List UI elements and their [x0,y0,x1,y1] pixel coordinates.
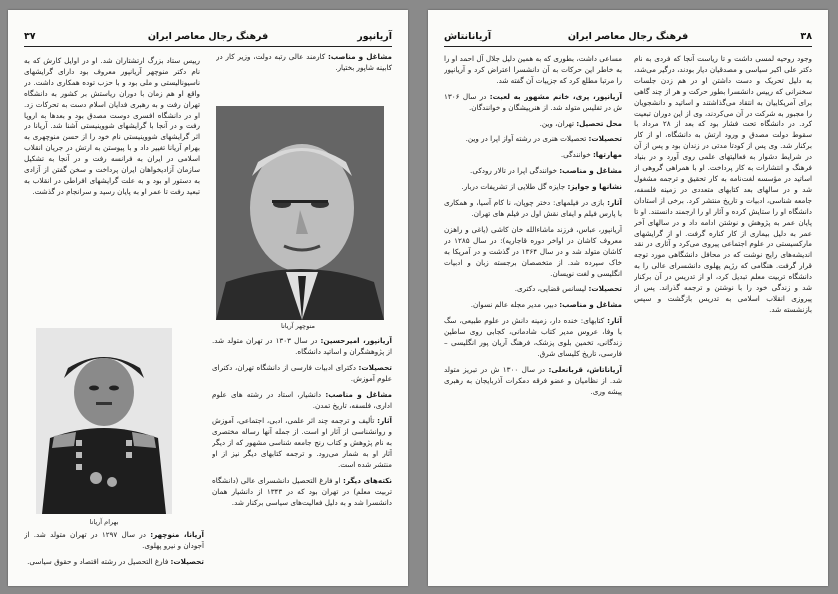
right-page [428,10,828,586]
entry-positions: مشاغل و مناصب: خوانندگی اپرا در تالار رودکی. [470,166,622,176]
running-head-title: فرهنگ رجال معاصر ایران [147,31,269,42]
left-page [8,10,408,586]
text-column-left-top [24,56,200,324]
entry-ariyanpour-pari: آریانپور، پری، خانم مشهور به لعبت: در سال ۱۳۰۶ ش در تفلیس متولد شد. از هنرپیشگان و خوانندگان. [444,91,622,112]
entry-ariyanpour-amirhossein: آریانپور، امیرحسین: در سال ۱۳۰۳ در تهران متولد شد. از پژوهشگران و اساتید دانشگاه. [212,336,392,356]
portrait-photo-2 [36,328,172,514]
text-column-left [444,54,622,576]
running-head-title: فرهنگ رجال معاصر ایران [567,31,689,42]
entry-education-abbas: تحصیلات: لیسانس قضایی، دکتری. [514,284,622,294]
portrait-photo-1 [216,106,384,320]
entry-ariyanpour-abbas: آریانپور، عباس، فرزند ماشاءالله خان کاشی (یاغی و راهزن معروف کاشان در اواخر دوره قاجاریه): در سال ۱۲۸۵ در کاشان متولد شد و در سال ۱۳۶۴ در گذشت و در آمریکا به خاک سپرده شد. از متخصصان برجسته زبان و ادبیات انگلیسی و لغت نویسان. [444,224,622,278]
photo-caption-1: منوچهر آریانا [281,322,315,330]
running-head-name: آریانانتاش [444,31,492,42]
entry-body-continuation: وجود روحیه لمسی داشت و تا ریاست آنجا که فردی به نام دکتر علی اکبر سیاسی و مصدقیان دیار بودند، درگیر می‌شد، به دلیل تحریک و دست داشتن او در هم زدن جلسات سخنرانی که رییس دانشسرا بطور حرکت و هر از چند گاهی برای آمریکاییان به انتقاد می‌گذاشتند و اساتید و دانشجویان را مجبور به شرکت در آن می‌کردند، وی از این دوران تبعیت کرد. در دانشگاه تحت فشار بود که بعد از ۲۸ مرداد با سقوط دولت مصدق و ورود ارتش به دانشگاه، او از کار برکنار شد. وی پس از کودتا مدتی در زندان بود و پس از آن در شرایط دشوار به فعالیتهای علمی روی آورد و در بنیاد فرهنگ و انتشارات به کار پرداخت. او با همراهی گروهی از اساتید در مؤسسه لغت‌نامه به کار تحقیق و ترجمه مشغول شد و در سالهای بعد کتابهای متعددی در زمینه فلسفه، جامعه شناسی، ادبیات و تاریخ منتشر کرد. برخی از استادان دانشگاه او را ستایش کرده و آثار او را ارجمند دانستند. او تا پایان عمر به پژوهش و نوشتن ادامه داد و در سالهای آخر عمر به دلیل بیماری از کار کناره گرفت. او از گرایشهای مارکسیستی در علوم اجتماعی پیروی می‌کرد و آثاری در نقد اندیشه‌های رایج نوشت که در محافل دانشگاهی مورد توجه قرار گرفت. هنگامی که رژیم پهلوی دانشسرای عالی را به دانشگاه تربیت معلم تبدیل کرد، او از تدریس در آن برکنار شد و زندگی خود را با نوشتن و ترجمه گذراند. پس از پیروزی انقلاب اسلامی به تدریس بازگشت و سپس بازنشسته شد. [634,54,812,314]
running-head-name: آریانپور [357,31,392,42]
entry-positions-abbas: مشاغل و مناصب: دبیر، مدیر مجله عالم نسوان. [470,300,622,310]
page-header [24,30,392,47]
entry-education: تحصیلات: تحصیلات هنری در رشته آواز اپرا در وین. [465,134,622,144]
text-column-right [634,54,812,576]
text-column-right-bottom [212,336,392,576]
entry-continuation-top: مساعی داشت، بطوری که به همین دلیل جلال آل احمد او را به خاطر این حرکات به آن دانشسرا اعتراض کرد و آریانپور را مرتبا مطلع کرد که جزییات آن گفته شد. [444,54,622,85]
entry-works: آثار: تألیف و ترجمه چند اثر علمی، ادبی، اجتماعی، آموزش و روانشناسی از آثار او است. از جمله آنها رساله مختصری به نام پژوهش و کتاب رنج جامعه شناسی مشهور که از دیگر آثار او به شمار می‌رود. و ترجمه کتابهای دیگر نیز از او منتشر شده است. [212,416,392,470]
entry-ariana-education: تحصیلات: فارغ التحصیل در رشته اقتصاد و حقوق سیاسی. [27,556,204,566]
entry-body-ariana: رییس ستاد بزرگ ارتشتاران شد. او در اوایل کارش که به نام دکتر منوچهر آریانپور معروف بود دارای گرایشهای ناسیونالیستی و ملی بود و با حزب توده همکاری داشت. در واقع او هم زمان با دوران ریاستش بر کشور به دانشگاه تهران رفت و به رهبری فدایان اسلام دست به تحرکات زد. او در دانشگاه افسری دوست مصدق بود و بعدها به اروپا رفت و در آنجا با گرایشهای شووینیستی آشنا شد. آریانا در اثر گرایشهای شووینیستی نام خود را از حسن منوچهری به بهرام آریانا تغییر داد و با پیوستن به ارتش در جریان انقلاب اسلامی در ایران به فرانسه رفت و در آنجا به تشکیل سازمان آزادیخواهان ایران پرداخت و سخن گفتن از آزادی به دستور او بود و به علت گرایشهای افراطی در انقلاب به تبعید رفت تا عمر او به پایان رسید و سرانجام در گذشت. [24,56,200,196]
page-number: ۳۸ [800,31,812,42]
entry-ariana-manouchehr: آریانا، منوچهر: در سال ۱۲۹۷ در تهران متولد شد. از آجودان و نیرو پهلوی. [24,530,204,550]
page-number: ۳۷ [24,31,36,42]
photo-caption-2: بهرام آریانا [89,518,119,526]
entry-ariyanatash: آریاناتاش، قربانعلی: در سال ۱۳۰۰ ش در تبریز متولد شد. از نظامیان و عضو فرقه دمکرات آذربایجان به رهبری پیشه وری. [444,364,622,396]
entry-works-abbas: آثار: کتابهای: خنده دار، زمینه دانش در علوم طبیعی، سگ با وفا، عروس مدیر کتاب شادمانی، کجابی روی ساطین زندگانی، تخمین بلوی پزشک، فرهنگ آریان پور انگلیسی – فارسی، تاریخ کلیسای شرق. [444,316,622,358]
page-header [444,30,812,47]
entry-skills: مهارتها: خوانندگی. [560,150,622,160]
entry-continuation: مشاغل و مناصب: کارمند عالی رتبه دولت، وزیر کار در کابینه شاپور بختیار. [216,52,392,72]
portrait-image-1 [216,106,384,320]
entry-study-place: محل تحصیل: تهران، وین. [539,118,622,128]
text-column-right-top [216,52,392,76]
entry-awards: نشانها و جوایز: جایزه گل طلایی از تشریفات دربار. [461,182,622,192]
entry-education: تحصیلات: دکترای ادبیات فارسی از دانشگاه تهران، دکترای علوم آموزش. [212,362,392,383]
portrait-image-2 [36,328,172,514]
entry-positions: مشاغل و مناصب: دانشیار، استاد در رشته های علوم اداری، فلسفه، تاریخ تمدن. [212,389,392,410]
entry-notes: نکته‌های دیگر: او فارغ التحصیل دانشسرای عالی (دانشگاه تربیت معلم) در تهران بود که در ۱۳۴۳ از دانشیار همان دانشسرا شد و به دلیل فعالیت‌های سیاسی برکنار شد. [212,475,392,507]
text-column-left-bottom [24,530,204,578]
entry-works: آثار: بازی در فیلمهای: دختر چوپان، نا کام آسیا، و همکاری با پارس فیلم و ایفای نقش اول در فیلم های تهران. [444,198,622,218]
